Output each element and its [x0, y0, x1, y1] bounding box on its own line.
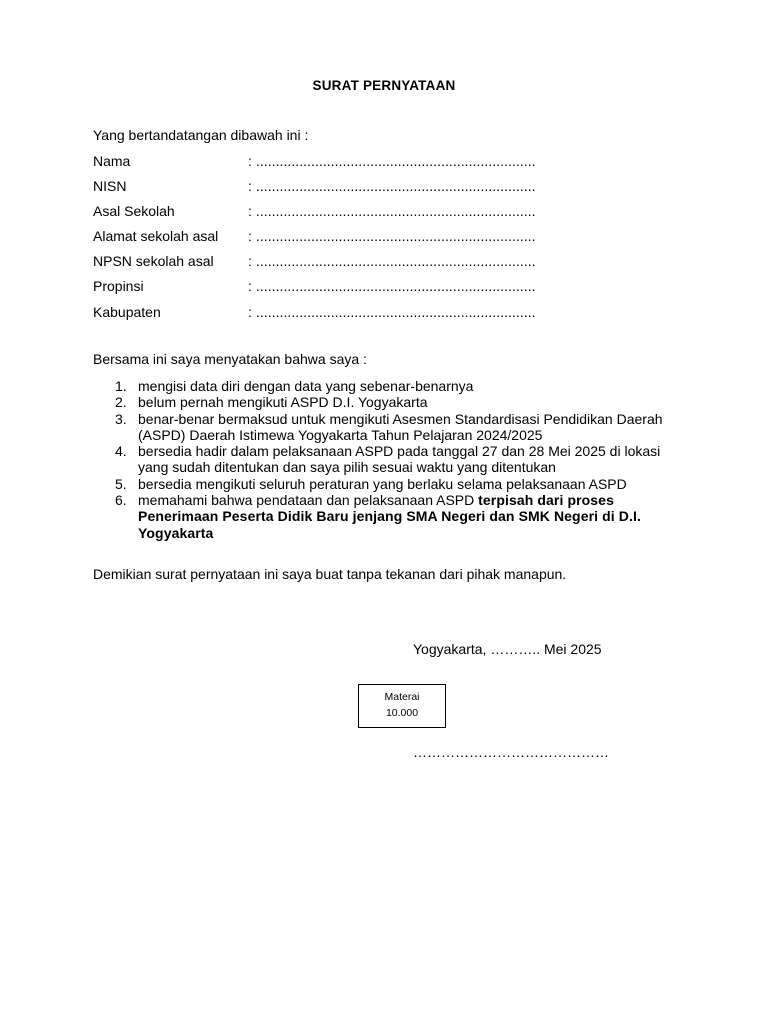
- stamp-value: 10.000: [385, 707, 419, 719]
- statement-number: 2.: [115, 394, 127, 411]
- statement-item: [93, 476, 693, 492]
- statement-item: [93, 443, 693, 476]
- statement-text: mengisi data diri dengan data yang sebenar-benarnya: [138, 378, 474, 394]
- statement-number: 6.: [115, 492, 127, 509]
- statement-text: benar-benar bermaksud untuk mengikuti Asesmen Standardisasi Pendidikan Daerah (ASPD) Daerah Istimewa Yogyakarta Tahun Pelajaran 2024/2025: [138, 410, 663, 443]
- field-label: Nama: [93, 153, 131, 169]
- statement-item: [93, 411, 693, 444]
- field-label: Propinsi: [93, 278, 144, 295]
- field-row-npsn: [93, 252, 693, 277]
- field-row-kabupaten: [93, 303, 693, 328]
- field-blank: : .......................................................................: [248, 228, 536, 245]
- field-blank: : .......................................................................: [248, 178, 536, 195]
- statement-intro: Bersama ini saya menyatakan bahwa saya :: [93, 351, 367, 367]
- stamp-duty-box: [358, 684, 446, 728]
- field-label: NISN: [93, 178, 127, 195]
- field-label: Kabupaten: [93, 303, 161, 320]
- statement-bold-text: terpisah dari proses Penerimaan Peserta Didik Baru jenjang SMA Negeri dan SMK Negeri di D.I. Yogyakarta: [138, 492, 641, 541]
- identity-fields: [93, 152, 693, 328]
- statement-text: belum pernah mengikuti ASPD D.I. Yogyakarta: [138, 394, 428, 411]
- statement-text: bersedia hadir dalam pelaksanaan ASPD pada tanggal 27 dan 28 Mei 2025 di lokasi yang sudah ditentukan dan saya pilih sesuai waktu yang ditentukan: [138, 443, 661, 476]
- statement-number: 4.: [115, 443, 127, 460]
- statement-number: 1.: [115, 378, 127, 394]
- field-blank: : .......................................................................: [248, 303, 536, 320]
- field-row-propinsi: [93, 277, 693, 302]
- statement-item: [93, 394, 693, 410]
- statement-text: bersedia mengikuti seluruh peraturan yang berlaku selama pelaksanaan ASPD: [138, 475, 627, 492]
- stamp-label: Materai: [384, 691, 420, 703]
- field-row-alamat-sekolah: [93, 227, 693, 252]
- field-blank: : .......................................................................: [248, 253, 536, 270]
- field-label: Asal Sekolah: [93, 203, 175, 220]
- field-row-nama: [93, 152, 693, 177]
- field-blank: : .......................................................................: [248, 153, 536, 169]
- statement-item: [93, 378, 693, 394]
- field-blank: : .......................................................................: [248, 203, 536, 220]
- field-blank: : .......................................................................: [248, 278, 536, 295]
- field-label: Alamat sekolah asal: [93, 228, 219, 245]
- intro-text: Yang bertandatangan dibawah ini :: [93, 127, 309, 143]
- statement-list: [93, 378, 693, 541]
- field-row-nisn: [93, 177, 693, 202]
- place-date: Yogyakarta, ……….. Mei 2025: [413, 641, 602, 657]
- statement-text: memahami bahwa pendataan dan pelaksanaan ASPD: [138, 492, 479, 509]
- field-row-asal-sekolah: [93, 202, 693, 227]
- statement-number: 5.: [115, 475, 127, 492]
- field-label: NPSN sekolah asal: [93, 253, 214, 270]
- statement-item: [93, 492, 693, 541]
- statement-number: 3.: [115, 410, 127, 427]
- closing-statement: Demikian surat pernyataan ini saya buat tanpa tekanan dari pihak manapun.: [93, 566, 567, 582]
- document-title: SURAT PERNYATAAN: [312, 78, 456, 93]
- signature-line: ……………………………………: [413, 744, 609, 760]
